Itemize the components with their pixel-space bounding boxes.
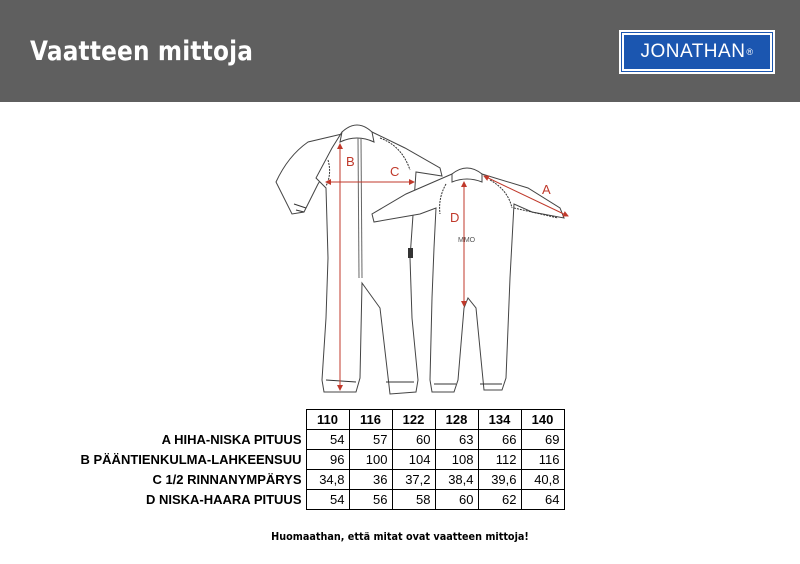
- brand-logo: [619, 30, 775, 74]
- table-cell: 66: [478, 430, 521, 450]
- table-cell: 38,4: [435, 470, 478, 490]
- table-cell: 56: [349, 490, 392, 510]
- table-cell: 54: [306, 430, 349, 450]
- table-row: [0, 430, 564, 450]
- size-table: [0, 409, 565, 510]
- measure-b-label: B: [346, 154, 355, 169]
- size-header: 140: [521, 410, 564, 430]
- table-cell: 63: [435, 430, 478, 450]
- brand-logo-box: [622, 33, 772, 71]
- table-cell: 54: [306, 490, 349, 510]
- table-cell: 69: [521, 430, 564, 450]
- table-cell: 116: [521, 450, 564, 470]
- table-cell: 58: [392, 490, 435, 510]
- table-cell: 36: [349, 470, 392, 490]
- table-cell: 37,2: [392, 470, 435, 490]
- table-cell: 60: [392, 430, 435, 450]
- corner-cell: [0, 410, 306, 430]
- front-overall: [276, 125, 442, 394]
- row-label: B PÄÄNTIENKULMA-LAHKEENSUU: [80, 452, 302, 467]
- table-cell: 34,8: [306, 470, 349, 490]
- table-cell: 62: [478, 490, 521, 510]
- size-header: 116: [349, 410, 392, 430]
- row-label: A HIHA-NISKA PITUUS: [161, 432, 302, 447]
- table-row: [0, 450, 564, 470]
- table-cell: 57: [349, 430, 392, 450]
- row-label: D NISKA-HAARA PITUUS: [145, 492, 302, 507]
- measure-d-label: D: [450, 210, 460, 225]
- table-row: [0, 470, 564, 490]
- measure-c-label: C: [390, 164, 400, 179]
- table-cell: 100: [349, 450, 392, 470]
- brand-name: JONATHAN: [640, 41, 746, 62]
- row-label: C 1/2 RINNANYMPÄRYS: [152, 472, 302, 487]
- size-header: 134: [478, 410, 521, 430]
- registered-mark: ®: [746, 47, 754, 57]
- table-cell: 108: [435, 450, 478, 470]
- size-header: 128: [435, 410, 478, 430]
- table-row: [0, 490, 564, 510]
- table-cell: 40,8: [521, 470, 564, 490]
- table-cell: 104: [392, 450, 435, 470]
- page-title: Vaatteen mittoja: [30, 36, 254, 67]
- table-cell: 112: [478, 450, 521, 470]
- garment-diagram: [270, 118, 580, 408]
- table-cell: 64: [521, 490, 564, 510]
- table-cell: 96: [306, 450, 349, 470]
- size-tag: MMO: [458, 237, 476, 244]
- header-bar: [0, 0, 800, 102]
- table-cell: 60: [435, 490, 478, 510]
- footer-note: Huomaathan, että mitat ovat vaatteen mittoja!: [271, 531, 529, 543]
- table-cell: 39,6: [478, 470, 521, 490]
- size-header-row: [0, 410, 564, 430]
- size-header: 110: [306, 410, 349, 430]
- measure-a-label: A: [542, 182, 551, 197]
- size-header: 122: [392, 410, 435, 430]
